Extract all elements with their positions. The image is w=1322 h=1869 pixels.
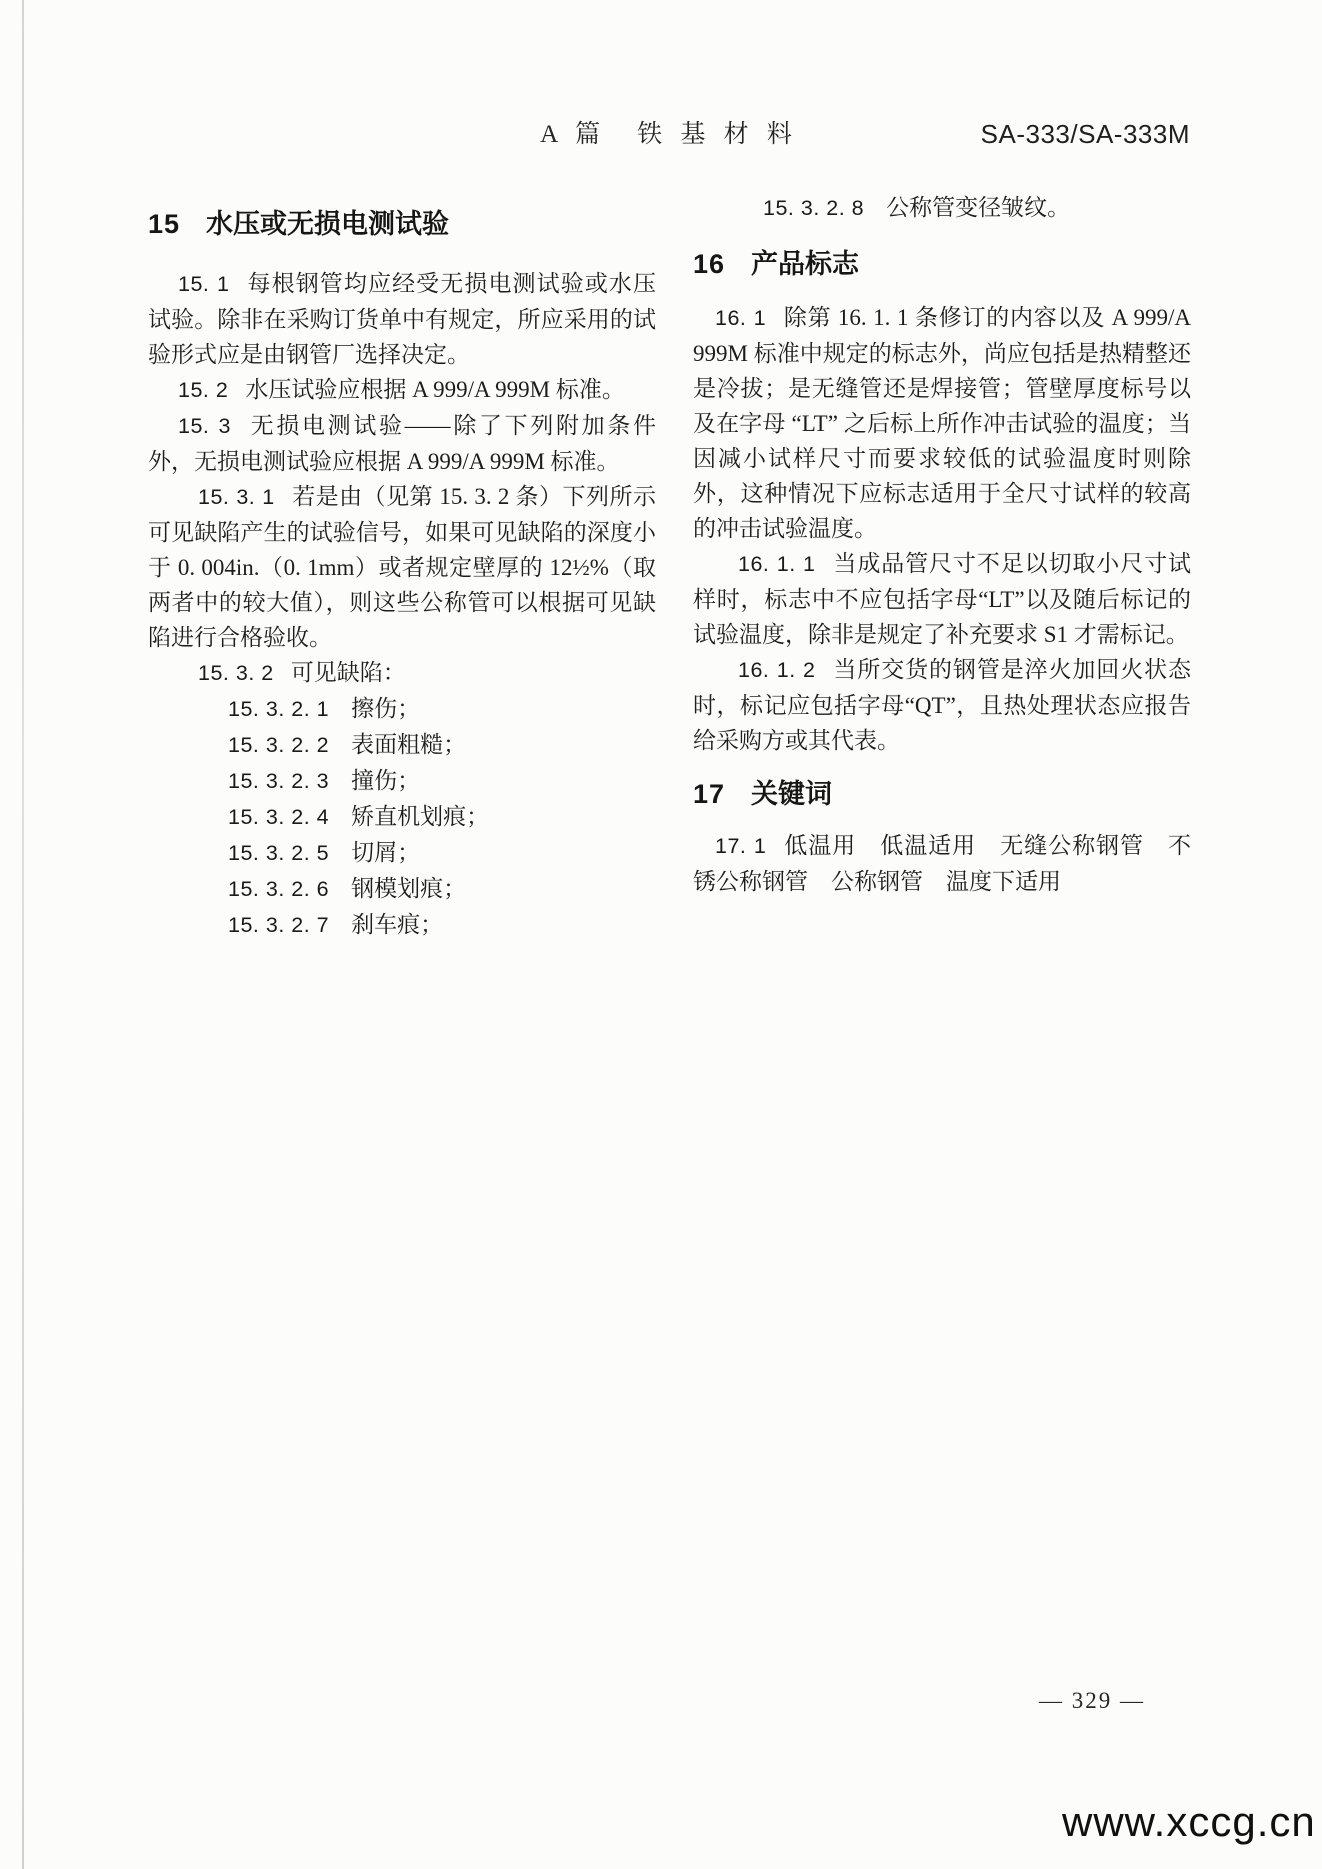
clause-text: 公称管变径皱纹。 <box>886 195 1071 220</box>
scan-edge-line <box>22 0 24 1869</box>
clause-number: 15. 3. 2. 3 <box>228 769 330 793</box>
header-section-title: A 篇 铁 基 材 料 <box>540 121 798 148</box>
section-15-number: 15 <box>148 209 181 239</box>
page-number: — 329 — <box>1039 1688 1145 1713</box>
clause-text: 低温用 低温适用 无缝公称钢管 不锈公称钢管 公称钢管 温度下适用 <box>693 833 1192 894</box>
clause-number: 15. 3. 2. 6 <box>228 877 330 901</box>
list-item <box>148 727 656 763</box>
clause-text: 可见缺陷： <box>290 660 406 685</box>
list-item <box>148 871 656 907</box>
header-doc-code: SA-333/SA-333M <box>980 119 1190 149</box>
clause-number: 16. 1 <box>715 306 767 330</box>
clause-number: 15. 3. 2. 7 <box>228 913 330 937</box>
clause-text: 切屑； <box>351 840 421 865</box>
clause-text: 无损电测试验——除了下列附加条件外，无损电测试验应根据 A 999/A 999M 标准。 <box>148 413 657 474</box>
paragraph-15-3-1 <box>148 479 656 655</box>
right-column <box>693 190 1191 899</box>
paragraph-15-3-2 <box>148 655 656 691</box>
clause-number: 15. 3. 2. 2 <box>228 733 330 757</box>
clause-number: 16. 1. 2 <box>738 658 816 682</box>
clause-text: 擦伤； <box>351 696 421 721</box>
list-item-15-3-2-8 <box>693 190 1191 226</box>
clause-number: 15. 3. 2. 1 <box>228 697 330 721</box>
clause-number: 15. 3. 2. 8 <box>763 196 865 220</box>
list-item <box>148 691 656 727</box>
clause-number: 15. 3. 2. 5 <box>228 841 330 865</box>
defect-list <box>148 691 656 943</box>
clause-text: 当成品管尺寸不足以切取小尺寸试样时，标志中不应包括字母“LT”以及随后标记的试验温度，除非是规定了补充要求 S1 才需标记。 <box>693 551 1192 647</box>
list-item <box>148 799 656 835</box>
watermark-url: www.xccg.cn <box>1062 1798 1316 1845</box>
section-17-title: 关键词 <box>751 779 833 809</box>
clause-number: 16. 1. 1 <box>738 552 816 576</box>
list-item <box>148 907 656 943</box>
clause-text: 每根钢管均应经受无损电测试验或水压试验。除非在采购订货单中有规定，所应采用的试验形式应是由钢管厂选择决定。 <box>148 271 657 367</box>
clause-text: 当所交货的钢管是淬火加回火状态时，标记应包括字母“QT”，且热处理状态应报告给采购方或其代表。 <box>693 657 1192 753</box>
clause-text: 刹车痕； <box>351 912 444 937</box>
paragraph-16-1 <box>693 300 1191 546</box>
clause-number: 15. 3. 2. 4 <box>228 805 330 829</box>
paragraph-16-1-1 <box>693 546 1191 652</box>
clause-text: 撞伤； <box>351 768 421 793</box>
clause-number: 15. 2 <box>178 378 229 402</box>
clause-text: 钢模划痕； <box>351 876 467 901</box>
clause-text: 表面粗糙； <box>351 732 467 757</box>
section-17-heading <box>693 774 1191 814</box>
paragraph-15-1 <box>148 266 656 372</box>
clause-text: 矫直机划痕； <box>351 804 490 829</box>
list-item <box>148 835 656 871</box>
section-16-title: 产品标志 <box>751 249 860 279</box>
paragraph-17-1 <box>693 828 1191 899</box>
paragraph-16-1-2 <box>693 652 1191 758</box>
list-item <box>148 763 656 799</box>
section-16-heading <box>693 244 1191 284</box>
clause-number: 15. 3. 1 <box>198 485 275 509</box>
section-16-number: 16 <box>693 249 726 279</box>
paragraph-15-3 <box>148 408 656 479</box>
paragraph-15-2 <box>148 372 656 408</box>
clause-number: 15. 1 <box>178 272 230 296</box>
clause-number: 17. 1 <box>715 834 767 858</box>
section-17-number: 17 <box>693 779 726 809</box>
section-15-heading <box>148 204 656 244</box>
page-header <box>148 116 1190 154</box>
clause-number: 15. 3. 2 <box>198 661 274 685</box>
clause-text: 若是由（见第 15. 3. 2 条）下列所示可见缺陷产生的试验信号，如果可见缺陷的深度小于 0. 004in.（0. 1mm）或者规定壁厚的 12½%（取两者中的较大值），则这些公称管可以根据可见缺陷进行合格验收。 <box>148 484 656 650</box>
section-15-title: 水压或无损电测试验 <box>206 209 450 239</box>
clause-text: 除第 16. 1. 1 条修订的内容以及 A 999/A 999M 标准中规定的标志外，尚应包括是热精整还是冷拔；是无缝管还是焊接管；管壁厚度标号以及在字母 “LT” 之后标上所作冲击试验的温度；当因减小试样尺寸而要求较低的试验温度时则除外，这种情况下应标志适用于全尺寸试样的较高的冲击试验温度。 <box>693 305 1191 541</box>
clause-number: 15. 3 <box>178 414 231 438</box>
clause-text: 水压试验应根据 A 999/A 999M 标准。 <box>245 377 625 402</box>
left-column <box>148 204 656 943</box>
